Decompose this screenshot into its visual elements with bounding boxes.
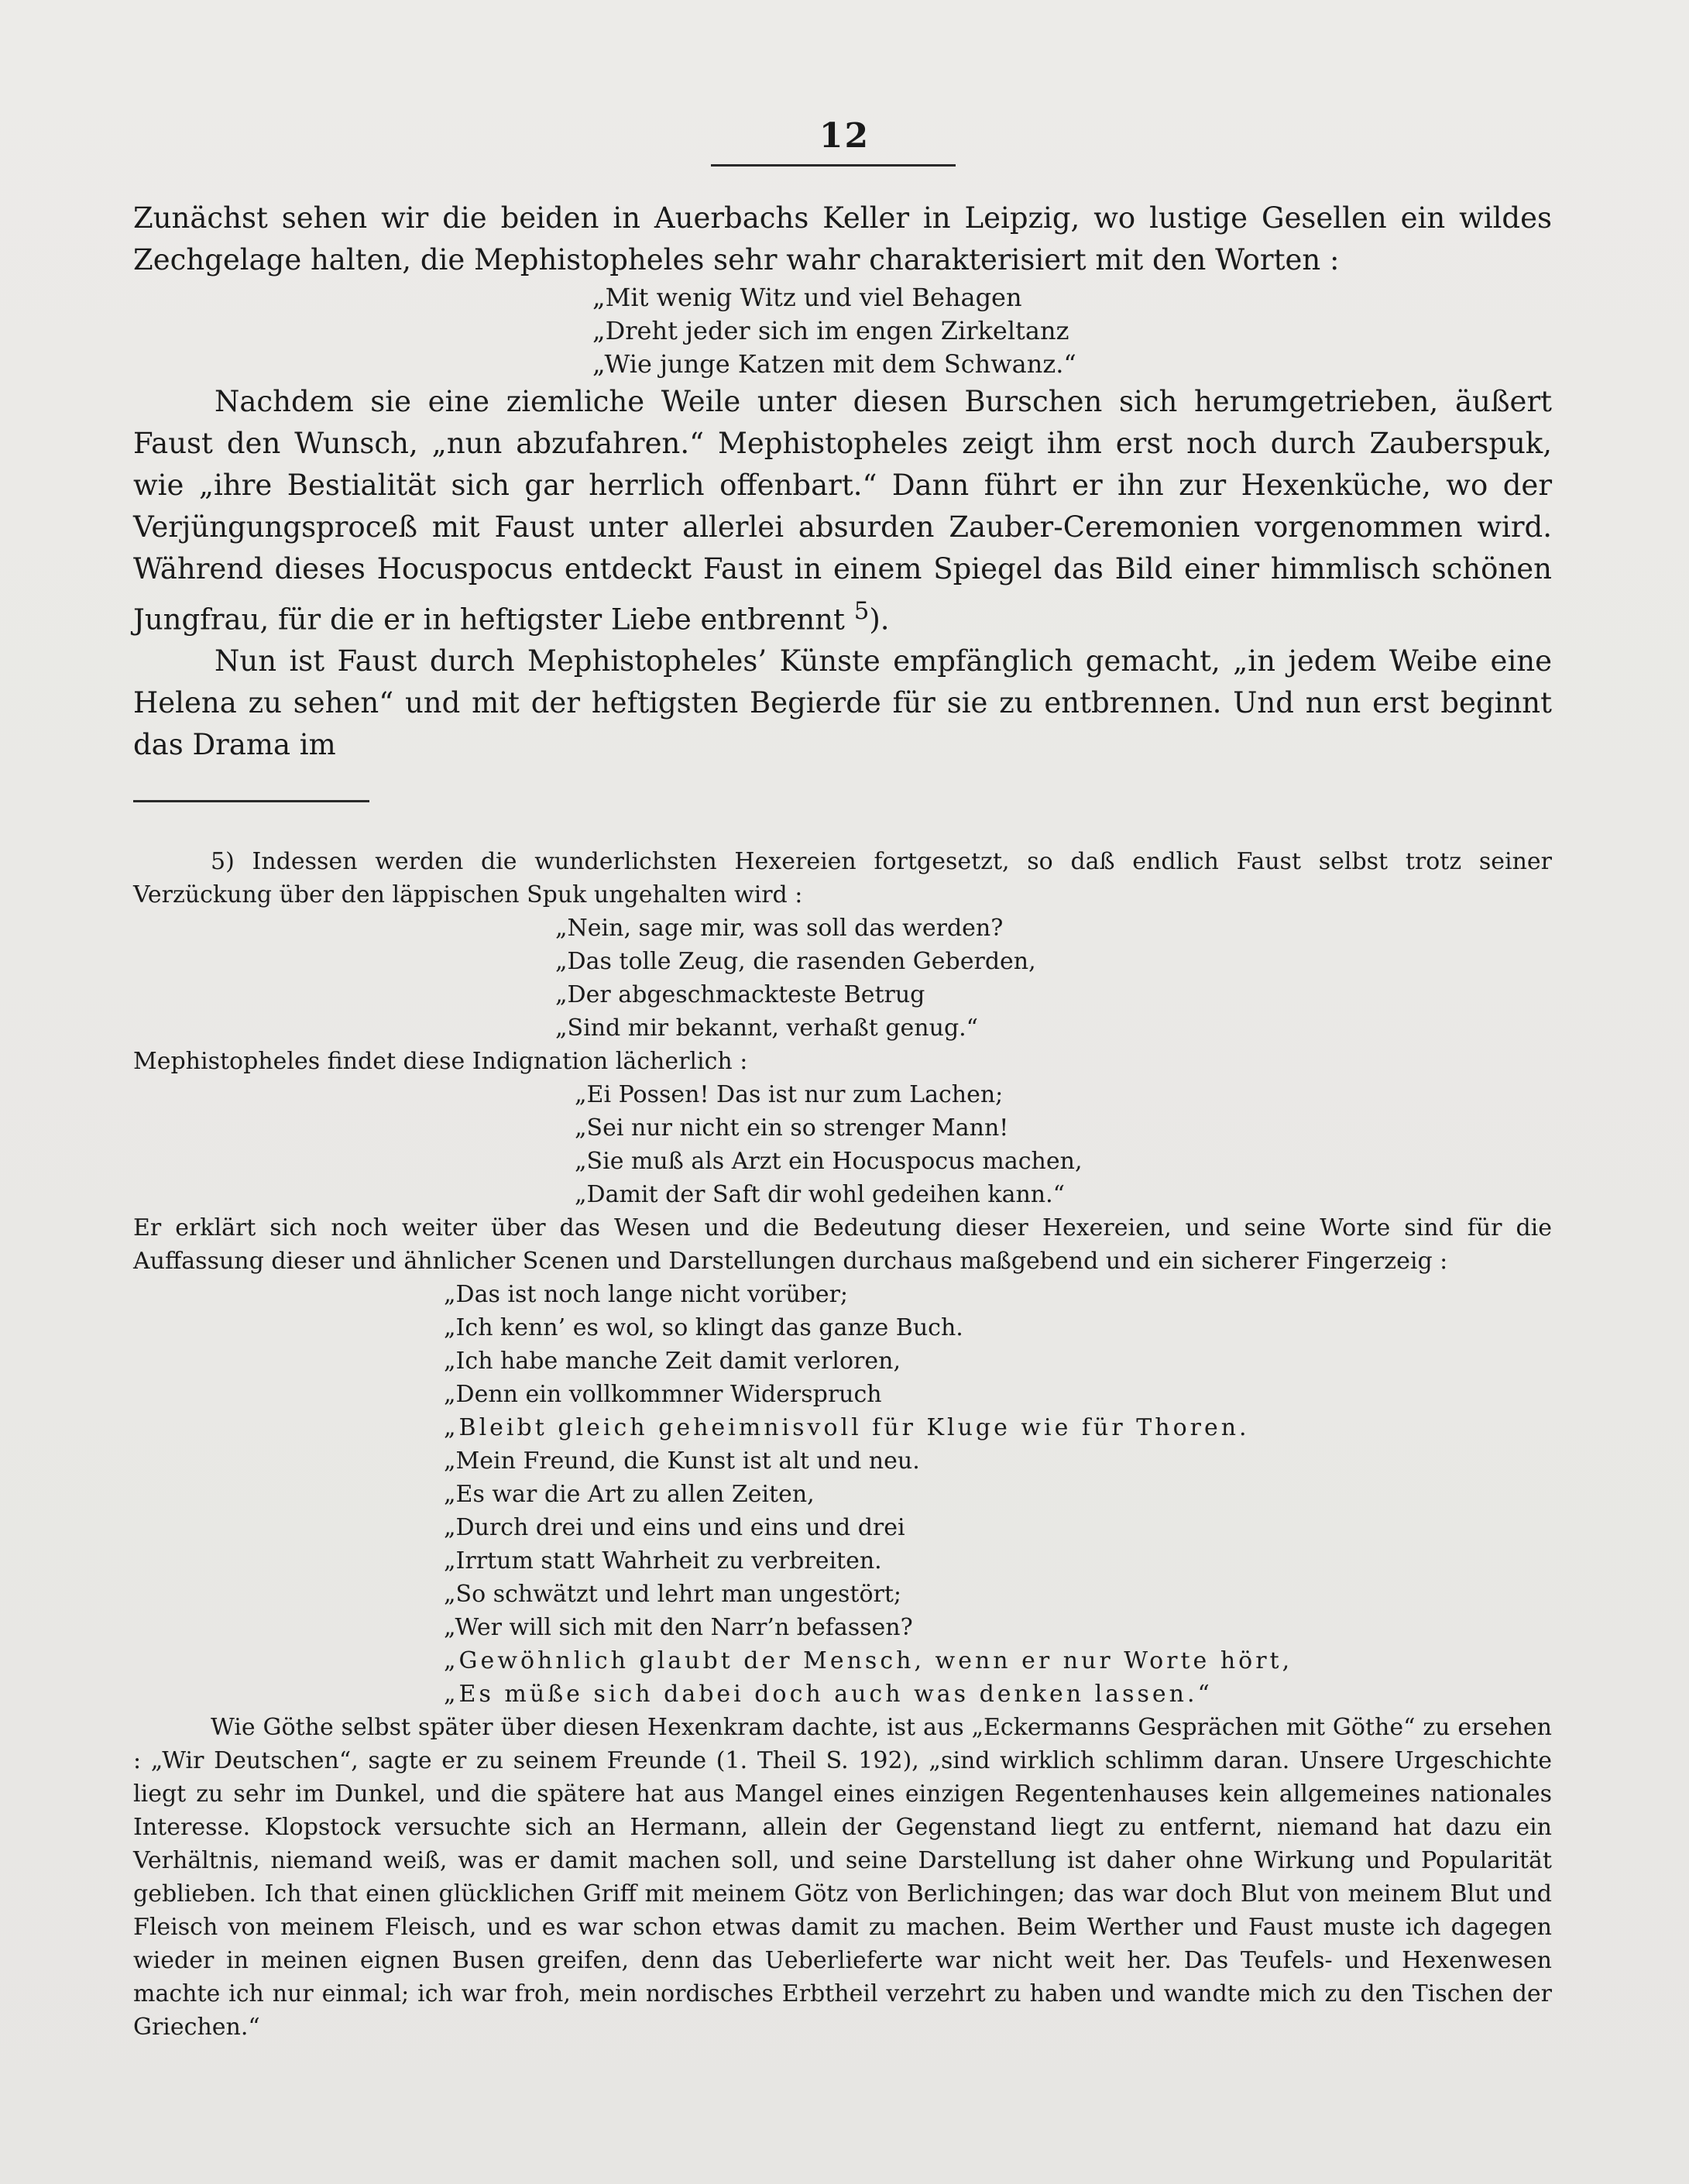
- page-number: 12: [819, 116, 870, 156]
- main-verse: [592, 281, 1552, 381]
- verse-line: „Es war die Art zu allen Zeiten,: [444, 1481, 815, 1509]
- verse-line: „Durch drei und eins und eins und drei: [444, 1514, 905, 1542]
- main-text: [133, 197, 1552, 766]
- verse-line: „Das tolle Zeug, die rasenden Geberden,: [555, 948, 1036, 976]
- footnote-reference: 5: [853, 597, 870, 625]
- page-content: [133, 197, 1552, 2044]
- verse-line: „Bleibt gleich geheimnisvoll für Kluge wie für Thoren.: [444, 1414, 1250, 1442]
- verse-line: „Denn ein vollkommner Widerspruch: [444, 1381, 882, 1409]
- footnote-paragraph-1-text: Indessen werden die wunderlichsten Hexereien fortgesetzt, so daß endlich Faust selbst trotz seiner Verzückung über den läppischen Spuk ungehalten wird :: [133, 848, 1552, 909]
- verse-line: „Ich habe manche Zeit damit verloren,: [444, 1348, 901, 1375]
- verse-line: „Wer will sich mit den Narr’n befassen?: [444, 1614, 913, 1642]
- verse-line: „Wie junge Katzen mit dem Schwanz.“: [592, 349, 1076, 379]
- verse-line: „Damit der Saft dir wohl gedeihen kann.“: [575, 1181, 1065, 1209]
- footnote-paragraph-3: Er erklärt sich noch weiter über das Wesen und die Bedeutung dieser Hexereien, und seine Worte sind für die Auffassung dieser und ähnlicher Scenen und Darstellungen durchaus maßgebend und ein sicherer Fingerzeig :: [133, 1214, 1552, 1276]
- verse-line: „Nein, sage mir, was soll das werden?: [555, 915, 1004, 943]
- verse-line: „Mit wenig Witz und viel Behagen: [592, 283, 1022, 312]
- verse-line: „So schwätzt und lehrt man ungestört;: [444, 1581, 902, 1609]
- verse-line: „Der abgeschmackteste Betrug: [555, 981, 925, 1009]
- footnote-paragraph-1: [133, 845, 1552, 912]
- verse-line: „Dreht jeder sich im engen Zirkeltanz: [592, 316, 1069, 345]
- main-paragraph-1: Zunächst sehen wir die beiden in Auerbachs Keller in Leipzig, wo lustige Gesellen ein wildes Zechgelage halten, die Mephistopheles sehr wahr charakterisiert mit den Worten :: [133, 201, 1552, 276]
- verse-line: „Sie muß als Arzt ein Hocuspocus machen,: [575, 1148, 1083, 1176]
- footnote-marker: 5): [211, 848, 235, 876]
- footnote-paragraph-2: Mephistopheles findet diese Indignation lächerlich :: [133, 1048, 748, 1076]
- verse-line: „Das ist noch lange nicht vorüber;: [444, 1281, 849, 1309]
- verse-line: „Sei nur nicht ein so strenger Mann!: [575, 1114, 1009, 1142]
- verse-line: „Gewöhnlich glaubt der Mensch, wenn er nur Worte hört,: [444, 1647, 1293, 1675]
- footnote-verse-1: [555, 912, 1552, 1045]
- verse-line: „Sind mir bekannt, verhaßt genug.“: [555, 1015, 979, 1042]
- footnote-verse-3: [444, 1278, 1552, 1711]
- footnote-paragraph-4: Wie Göthe selbst später über diesen Hexenkram dachte, ist aus „Eckermanns Gesprächen mit Göthe“ zu ersehen : „Wir Deutschen“, sagte er zu seinem Freunde (1. Theil S. 192), „sind wirklich schlimm daran. Unsere Urgeschichte liegt zu sehr im Dunkel, und die spätere hat aus Mangel eines einzigen Regentenhauses kein allgemeines nationales Interesse. Klopstock versuchte sich an Hermann, allein der Gegenstand liegt zu entfernt, niemand hat dazu ein Verhältnis, niemand weiß, was er damit machen soll, und seine Darstellung ist daher ohne Wirkung und Popularität geblieben. Ich that einen glücklichen Griff mit meinem Götz von Berlichingen; das war doch Blut von meinem Blut und Fleisch von meinem Fleisch, und es war schon etwas damit zu machen. Beim Werther und Faust muste ich dagegen wieder in meinen eignen Busen greifen, denn das Ueberlieferte war nicht weit her. Das Teufels- und Hexenwesen machte ich nur einmal; ich war froh, mein nordisches Erbtheil verzehrt zu haben und wandte mich zu den Tischen der Griechen.“: [133, 1714, 1552, 2041]
- main-paragraph-2-end: ).: [869, 603, 890, 637]
- verse-line: „Ich kenn’ es wol, so klingt das ganze Buch.: [444, 1314, 963, 1342]
- footnote-rule: [133, 800, 369, 802]
- verse-line: „Irrtum statt Wahrheit zu verbreiten.: [444, 1547, 882, 1575]
- header-rule: [711, 164, 956, 167]
- footnote-verse-2: [575, 1078, 1552, 1211]
- main-paragraph-2: [133, 381, 1552, 640]
- footnote: [133, 845, 1552, 2044]
- verse-line: „Ei Possen! Das ist nur zum Lachen;: [575, 1081, 1004, 1109]
- verse-line: „Es müße sich dabei doch auch was denken lassen.“: [444, 1681, 1213, 1708]
- main-paragraph-3: Nun ist Faust durch Mephistopheles’ Künste empfänglich gemacht, „in jedem Weibe eine Helena zu sehen“ und mit der heftigsten Begierde für sie zu entbrennen. Und nun erst beginnt das Drama im: [133, 644, 1552, 762]
- verse-line: „Mein Freund, die Kunst ist alt und neu.: [444, 1447, 920, 1475]
- main-paragraph-2-text: Nachdem sie eine ziemliche Weile unter diesen Burschen sich herumgetrieben, äußert Faust den Wunsch, „nun abzufahren.“ Mephistopheles zeigt ihm erst noch durch Zauberspuk, wie „ihre Bestialität sich gar herrlich offenbart.“ Dann führt er ihn zur Hexenküche, wo der Verjüngungsproceß mit Faust unter allerlei absurden Zauber-Ceremonien vorgenommen wird. Während dieses Hocuspocus entdeckt Faust in einem Spiegel das Bild einer himmlisch schönen Jungfrau, für die er in heftigster Liebe entbrennt: [133, 385, 1552, 637]
